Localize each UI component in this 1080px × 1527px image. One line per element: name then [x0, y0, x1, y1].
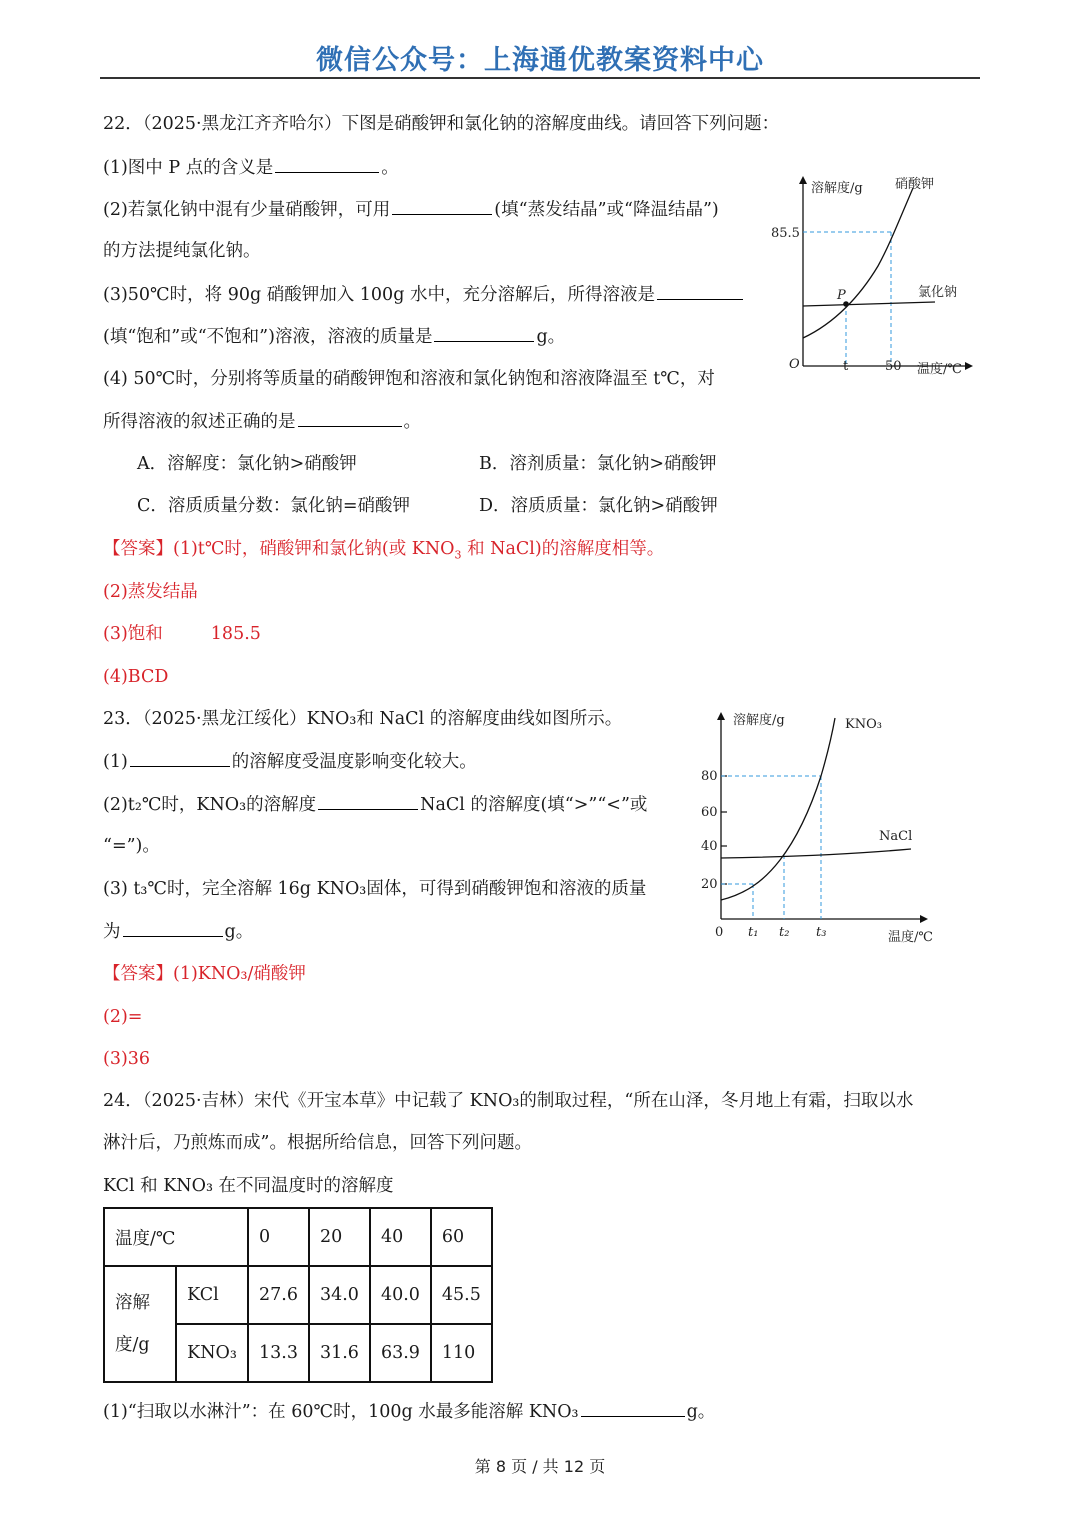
q24-part1-unit: g。 — [686, 1402, 716, 1422]
q23-xlabel: 温度/℃ — [888, 930, 933, 945]
q22-part3-blank1[interactable] — [657, 283, 743, 300]
q22-origin: O — [789, 357, 800, 372]
q23-answer-1 — [103, 963, 306, 985]
table-cell: 31.6 — [309, 1324, 370, 1382]
q22-xlabel: 温度/℃ — [917, 362, 962, 377]
q23-nacl-label: NaCl — [879, 829, 913, 844]
q22-part3-hint: (填“饱和”或“不饱和”)溶液，溶液的质量是 — [103, 327, 433, 347]
q23-solubility-figure — [695, 702, 955, 952]
q22-part4-end: 。 — [403, 412, 421, 432]
q22-answer-3-b: 185.5 — [210, 624, 261, 644]
q23-answer-tag: 【答案】 — [103, 964, 173, 984]
table-row-name: KNO₃ — [176, 1324, 248, 1382]
q22-part4-text: 所得溶液的叙述正确的是 — [103, 412, 296, 432]
q23-part2-hint: NaCl 的溶解度(填“>”“<”或 — [420, 795, 648, 815]
header-divider — [100, 77, 980, 79]
q23-part1-tail: 的溶解度受温度影响变化较大。 — [231, 752, 477, 772]
q22-tick-85-5: 85.5 — [771, 226, 800, 241]
q23-label-60: 60 — [701, 805, 718, 820]
table-cell: 40.0 — [370, 1266, 431, 1324]
q22-part1-text: (1)图中 P 点的含义是 — [103, 158, 274, 178]
q23-answer-3: (3)36 — [103, 1049, 151, 1069]
q22-part3 — [103, 283, 745, 306]
q22-part3-blank2[interactable] — [434, 325, 534, 342]
q23-part2-blank[interactable] — [318, 793, 418, 810]
q23-stem: 23．（2025·黑龙江绥化）KNO₃和 NaCl 的溶解度曲线如图所示。 — [103, 709, 623, 729]
q22-answer-3-a: (3)饱和 — [103, 624, 163, 644]
header-title: 微信公众号：上海通优教案资料中心 — [316, 45, 764, 76]
q24-stem-2: 淋汁后，乃煎炼而成”。根据所给信息，回答下列问题。 — [103, 1133, 532, 1153]
q23-part1 — [103, 750, 477, 773]
q23-x-arrow — [920, 915, 928, 923]
q22-option-a[interactable]: A．溶解度：氯化钠>硝酸钾 — [137, 454, 357, 474]
q22-part2-hint: (填“蒸发结晶”或“降温结晶”) — [494, 200, 719, 220]
q23-origin: 0 — [715, 925, 724, 940]
table-temp-cell: 60 — [431, 1208, 492, 1266]
q23-ylabel: 溶解度/g — [733, 713, 785, 728]
q23-tick-t1: t₁ — [748, 925, 759, 940]
q22-y-arrow — [799, 176, 807, 184]
q23-part1-text: (1) — [103, 752, 128, 772]
q23-answer-2: (2)= — [103, 1007, 143, 1027]
q22-answer-1-tail: 和 NaCl)的溶解度相等。 — [461, 539, 665, 559]
q23-part3-cont — [103, 920, 253, 943]
table-row — [104, 1208, 492, 1266]
q22-kno3-curve — [803, 188, 913, 338]
q22-part3-text: (3)50℃时，将 90g 硝酸钾加入 100g 水中，充分溶解后，所得溶液是 — [103, 285, 655, 305]
q22-part4-blank[interactable] — [298, 410, 402, 427]
q22-point-label: P — [837, 288, 846, 303]
q22-part4: (4) 50℃时，分别将等质量的硝酸钾饱和溶液和氯化钠饱和溶液降温至 t℃，对 — [103, 369, 715, 389]
table-temp-cell: 20 — [309, 1208, 370, 1266]
q22-tick-t: t — [843, 359, 849, 374]
table-cell: 34.0 — [309, 1266, 370, 1324]
q22-part2 — [103, 198, 719, 221]
q22-part4-cont — [103, 410, 421, 433]
q22-part1-end: 。 — [381, 158, 399, 178]
q23-part2-cont: “=”)。 — [103, 836, 160, 856]
q24-table-caption: KCl 和 KNO₃ 在不同温度时的溶解度 — [103, 1176, 394, 1196]
q23-answer-1-text: (1)KNO₃/硝酸钾 — [173, 964, 306, 984]
table-cell: 63.9 — [370, 1324, 431, 1382]
q22-answer-3 — [103, 623, 261, 645]
q22-x-arrow — [965, 362, 973, 370]
table-temp-cell: 40 — [370, 1208, 431, 1266]
q23-y-arrow — [717, 712, 725, 720]
q23-part3-text: 为 — [103, 922, 121, 942]
q23-kno3-label: KNO₃ — [845, 717, 882, 732]
q23-label-20: 20 — [701, 877, 718, 892]
q22-tick-50: 50 — [885, 359, 902, 374]
table-temp-cell: 0 — [248, 1208, 309, 1266]
q22-option-c[interactable]: C．溶质质量分数：氯化钠=硝酸钾 — [137, 496, 411, 516]
q22-solubility-figure — [765, 168, 980, 386]
q22-kno3-label: 硝酸钾 — [895, 177, 935, 192]
table-row-name: KCl — [176, 1266, 248, 1324]
table-cell: 13.3 — [248, 1324, 309, 1382]
q24-part1 — [103, 1400, 715, 1423]
q22-answer-2: (2)蒸发结晶 — [103, 582, 198, 602]
q22-ylabel: 溶解度/g — [811, 181, 863, 196]
q22-nacl-label: 氯化钠 — [918, 285, 958, 300]
q23-part3: (3) t₃℃时，完全溶解 16g KNO₃固体，可得到硝酸钾饱和溶液的质量 — [103, 879, 647, 899]
q22-answer-1-sub: 3 — [454, 548, 462, 562]
q24-part1-blank[interactable] — [581, 1400, 685, 1417]
q22-option-b[interactable]: B．溶剂质量：氯化钠>硝酸钾 — [479, 454, 717, 474]
q22-part1 — [103, 156, 399, 179]
q22-answer-1-text: (1)t℃时，硝酸钾和氯化钠(或 KNO — [173, 539, 455, 559]
q23-part3-blank[interactable] — [123, 920, 223, 937]
q23-label-80: 80 — [701, 769, 718, 784]
q23-kno3-curve — [721, 718, 835, 900]
q23-nacl-curve — [721, 849, 911, 858]
table-cell: 110 — [431, 1324, 492, 1382]
q23-tick-t3: t₃ — [816, 925, 827, 940]
q23-part3-unit: g。 — [224, 922, 254, 942]
q22-part3-unit: g。 — [536, 327, 566, 347]
q24-solubility-table — [103, 1207, 493, 1383]
q22-part2-cont: 的方法提纯氯化钠。 — [103, 241, 261, 261]
q24-stem-1: 24．（2025·吉林）宋代《开宝本草》中记载了 KNO₃的制取过程，“所在山泽，冬月地上有霜，扫取以水 — [103, 1091, 914, 1111]
table-row-group-label: 溶解度/g — [104, 1266, 176, 1382]
table-row — [104, 1266, 492, 1324]
table-cell: 45.5 — [431, 1266, 492, 1324]
q22-part2-text: (2)若氯化钠中混有少量硝酸钾，可用 — [103, 200, 391, 220]
q23-label-40: 40 — [701, 839, 718, 854]
q24-part1-text: (1)“扫取以水淋汁”：在 60℃时，100g 水最多能溶解 KNO₃ — [103, 1402, 579, 1422]
table-cell: 27.6 — [248, 1266, 309, 1324]
page-number: 第 8 页 / 共 12 页 — [474, 1457, 606, 1476]
q22-option-d[interactable]: D．溶质质量：氯化钠>硝酸钾 — [479, 496, 718, 516]
q22-part3-cont — [103, 325, 565, 348]
q23-part2 — [103, 793, 647, 816]
q22-answer-tag: 【答案】 — [103, 539, 173, 559]
q23-tick-t2: t₂ — [779, 925, 790, 940]
q23-part1-blank[interactable] — [130, 750, 230, 767]
q22-nacl-curve — [803, 302, 935, 306]
q23-part2-text: (2)t₂℃时，KNO₃的溶解度 — [103, 795, 317, 815]
q22-part1-blank[interactable] — [275, 156, 379, 173]
q22-answer-1 — [103, 538, 664, 567]
q22-stem: 22．（2025·黑龙江齐齐哈尔）下图是硝酸钾和氯化钠的溶解度曲线。请回答下列问题： — [103, 114, 780, 134]
q22-part2-blank[interactable] — [392, 198, 492, 215]
q22-answer-4: (4)BCD — [103, 667, 169, 687]
table-temp-header: 温度/℃ — [104, 1208, 248, 1266]
